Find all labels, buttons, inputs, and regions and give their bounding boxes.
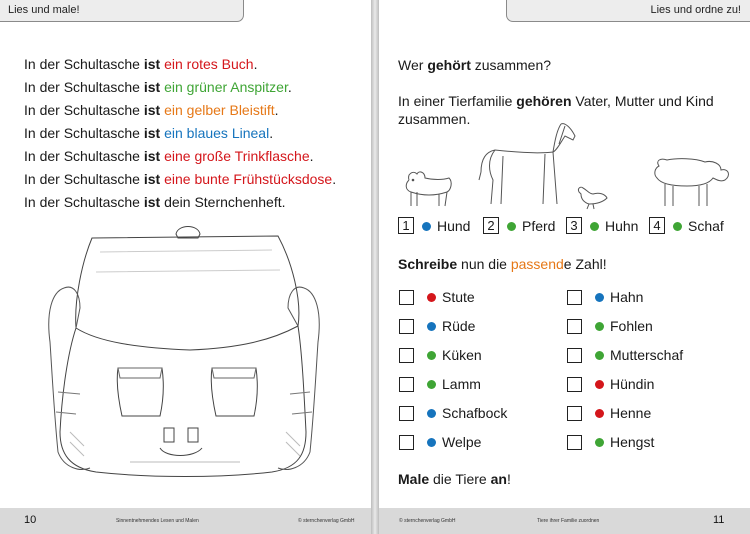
answer-box[interactable]	[567, 377, 582, 392]
color-dot	[422, 222, 431, 231]
horse-icon	[473, 120, 583, 206]
intro-line-2: zusammen.	[398, 111, 471, 127]
sentence-line: In der Schultasche ist ein blaues Lineal.	[24, 125, 274, 141]
left-page	[0, 0, 371, 534]
color-dot	[595, 351, 604, 360]
right-page	[379, 0, 750, 534]
dog-icon	[399, 168, 455, 208]
answer-word: Stute	[442, 289, 475, 305]
question-heading: Wer gehört zusammen?	[398, 57, 552, 73]
answer-word: Henne	[610, 405, 652, 421]
color-dot	[427, 351, 436, 360]
color-dot	[427, 380, 436, 389]
answer-word: Küken	[442, 347, 482, 363]
book-gutter	[371, 0, 379, 534]
answer-word: Hengst	[610, 434, 655, 450]
sentence-line: In der Schultasche ist eine große Trinkflasche.	[24, 148, 314, 164]
color-dot	[507, 222, 516, 231]
answer-box[interactable]	[567, 290, 582, 305]
school-bag-drawing-icon	[40, 222, 330, 494]
final-instruction: Male die Tiere an!	[398, 471, 511, 487]
animal-name: Huhn	[605, 218, 639, 234]
color-dot	[427, 322, 436, 331]
answer-word: Welpe	[442, 434, 482, 450]
answer-box[interactable]	[567, 348, 582, 363]
sentence-line: In der Schultasche ist eine bunte Frühstücksdose.	[24, 171, 337, 187]
animal-name: Schaf	[688, 218, 724, 234]
sentence-line: In der Schultasche ist dein Sternchenheft.	[24, 194, 286, 210]
answer-word: Fohlen	[610, 318, 653, 334]
left-footer	[0, 508, 371, 534]
color-dot	[595, 293, 604, 302]
color-dot	[673, 222, 682, 231]
answer-word: Lamm	[442, 376, 481, 392]
left-tab-label: Lies und male!	[0, 0, 244, 22]
color-dot	[595, 409, 604, 418]
answer-box[interactable]	[399, 377, 414, 392]
answer-word: Rüde	[442, 318, 476, 334]
page-number: 11	[713, 514, 725, 526]
color-dot	[590, 222, 599, 231]
color-dot	[427, 438, 436, 447]
answer-box[interactable]	[399, 348, 414, 363]
page-number: 10	[24, 514, 37, 526]
sentence-line: In der Schultasche ist ein grüner Anspitzer.	[24, 79, 292, 95]
answer-box[interactable]	[399, 435, 414, 450]
animal-name: Hund	[437, 218, 471, 234]
footer-title: Tiere ihrer Familie zuordnen	[537, 518, 600, 524]
answer-word: Hündin	[610, 376, 655, 392]
color-dot	[427, 293, 436, 302]
answer-box[interactable]	[567, 319, 582, 334]
sentence-line: In der Schultasche ist ein gelber Bleistift.	[24, 102, 279, 118]
color-dot	[595, 380, 604, 389]
color-dot	[595, 322, 604, 331]
animal-name: Pferd	[522, 218, 556, 234]
answer-word: Schafbock	[442, 405, 508, 421]
right-footer	[379, 508, 750, 534]
footer-title: Sinnentnehmendes Lesen und Malen	[116, 518, 199, 524]
answer-box[interactable]	[399, 319, 414, 334]
sheep-icon	[647, 156, 731, 210]
animal-number-box: 3	[566, 217, 582, 234]
animal-number-box: 1	[398, 217, 414, 234]
animal-number-box: 2	[483, 217, 499, 234]
footer-publisher: © sternchenverlag GmbH	[399, 518, 456, 524]
answer-box[interactable]	[399, 290, 414, 305]
chicken-icon	[575, 184, 609, 210]
intro-line-1: In einer Tierfamilie gehören Vater, Mutter und Kind	[398, 93, 714, 109]
color-dot	[595, 438, 604, 447]
right-tab-label: Lies und ordne zu!	[506, 0, 750, 22]
answer-word: Hahn	[610, 289, 644, 305]
answer-box[interactable]	[567, 435, 582, 450]
answer-box[interactable]	[399, 406, 414, 421]
answer-box[interactable]	[567, 406, 582, 421]
sentence-line: In der Schultasche ist ein rotes Buch.	[24, 56, 258, 72]
color-dot	[427, 409, 436, 418]
animal-number-box: 4	[649, 217, 665, 234]
instruction: Schreibe nun die passende Zahl!	[398, 256, 607, 272]
answer-word: Mutterschaf	[610, 347, 684, 363]
footer-publisher: © sternchenverlag GmbH	[298, 518, 355, 524]
